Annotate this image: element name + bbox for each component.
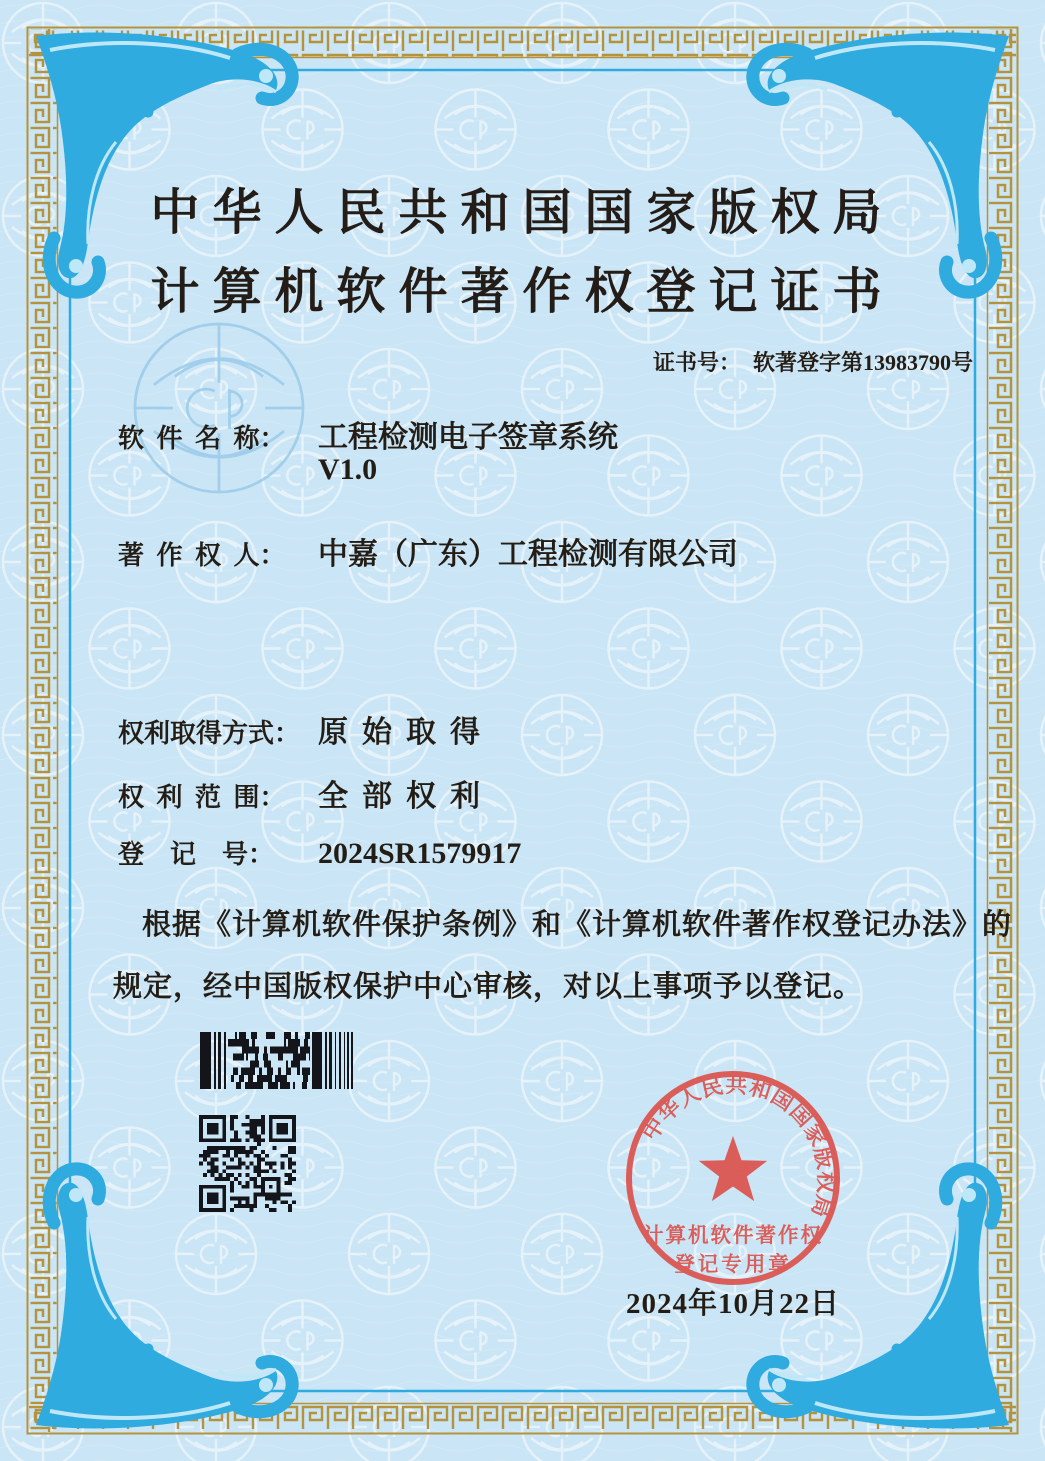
seal-line2: 登记专用章 bbox=[674, 1254, 792, 1276]
red-seal bbox=[615, 1060, 851, 1296]
field-label: 权利取得方式： bbox=[118, 719, 301, 748]
pdf417-barcode bbox=[200, 1032, 353, 1089]
field-row-registration-number bbox=[118, 834, 521, 871]
registration-statement-line2: 规定，经中国版权保护中心审核，对以上事项予以登记。 bbox=[113, 971, 864, 1003]
field-row-copyright-owner bbox=[118, 529, 738, 573]
seal-arc-text: 中华人民共和国国家版权局 bbox=[638, 1073, 839, 1222]
field-label: 著 作 权 人： bbox=[118, 541, 286, 570]
field-label: 登 记 号： bbox=[118, 840, 275, 869]
field-value: 工程检测电子签章系统 bbox=[318, 421, 618, 454]
software-version: V1.0 bbox=[318, 453, 378, 486]
certificate-number-row bbox=[653, 346, 973, 377]
issue-date: 2024年10月22日 bbox=[625, 1288, 840, 1320]
certificate-number-value: 软著登字第13983790号 bbox=[753, 350, 974, 375]
field-row-acquisition-method bbox=[118, 707, 494, 751]
registration-statement-line1: 根据《计算机软件保护条例》和《计算机软件著作权登记办法》的 bbox=[142, 909, 1013, 941]
field-value: 中嘉（广东）工程检测有限公司 bbox=[318, 538, 738, 571]
field-value: 2024SR1579917 bbox=[318, 837, 522, 870]
certificate-number-label: 证书号： bbox=[653, 350, 742, 375]
field-label: 权 利 范 围： bbox=[118, 783, 286, 812]
field-value: 原始取得 bbox=[318, 716, 494, 749]
field-value: 全部权利 bbox=[318, 780, 494, 813]
page-title: 中华人民共和国国家版权局 bbox=[150, 185, 895, 240]
seal-star-icon bbox=[699, 1136, 767, 1201]
page-subtitle: 计算机软件著作权登记证书 bbox=[150, 264, 895, 319]
qr-code bbox=[199, 1115, 296, 1212]
field-label: 软 件 名 称： bbox=[118, 424, 286, 453]
field-row-rights-scope bbox=[118, 771, 494, 815]
seal-line1: 计算机软件著作权 bbox=[643, 1225, 823, 1247]
field-row-software-name bbox=[118, 412, 618, 456]
